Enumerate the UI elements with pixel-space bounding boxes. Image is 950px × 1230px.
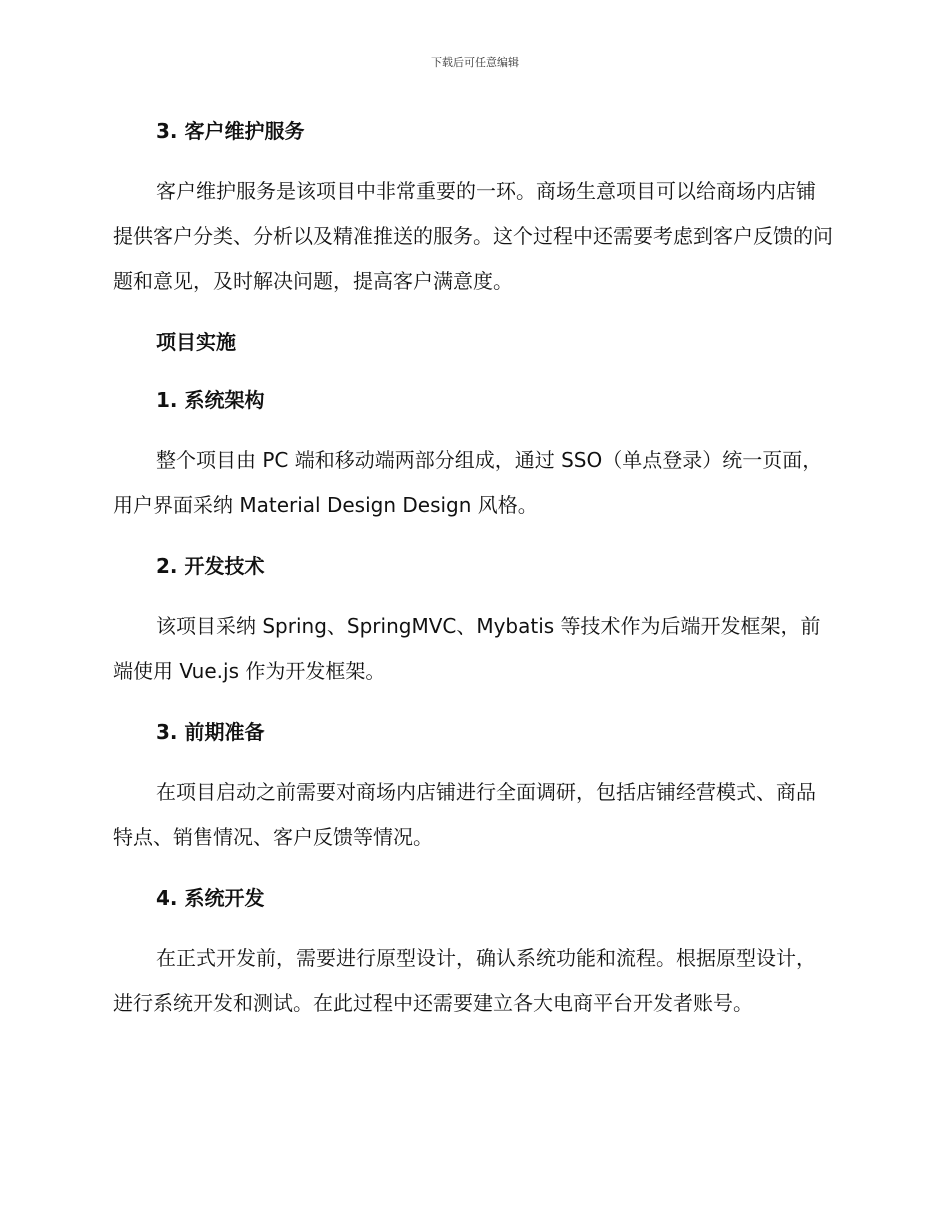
section-heading-system-development: 4. 系统开发: [156, 886, 265, 910]
section-heading-customer-maintenance: 3. 客户维护服务: [156, 119, 305, 143]
section-heading-project-implementation: 项目实施: [156, 330, 236, 354]
paragraph-system-architecture: 整个项目由 PC 端和移动端两部分组成，通过 SSO（单点登录）统一页面，用户界面采纳 Material Design Design 风格。: [113, 448, 823, 517]
paragraph-customer-maintenance: 客户维护服务是该项目中非常重要的一环。商场生意项目可以给商场内店铺提供客户分类、分析以及精准推送的服务。这个过程中还需要考虑到客户反馈的问题和意见，及时解决问题，提高客户满意度。: [113, 179, 833, 293]
paragraph-development-technology: 该项目采纳 Spring、SpringMVC、Mybatis 等技术作为后端开发框架，前端使用 Vue.js 作为开发框架。: [113, 614, 821, 683]
section-heading-system-architecture: 1. 系统架构: [156, 388, 265, 412]
paragraph-system-development: 在正式开发前，需要进行原型设计，确认系统功能和流程。根据原型设计，进行系统开发和测试。在此过程中还需要建立各大电商平台开发者账号。: [113, 946, 816, 1015]
paragraph-preparation: 在项目启动之前需要对商场内店铺进行全面调研，包括店铺经营模式、商品特点、销售情况、客户反馈等情况。: [113, 780, 816, 849]
document-body: [113, 111, 833, 1044]
header-note: 下载后可任意编辑: [431, 56, 519, 69]
section-heading-preparation: 3. 前期准备: [156, 720, 265, 744]
section-heading-development-technology: 2. 开发技术: [156, 554, 265, 578]
